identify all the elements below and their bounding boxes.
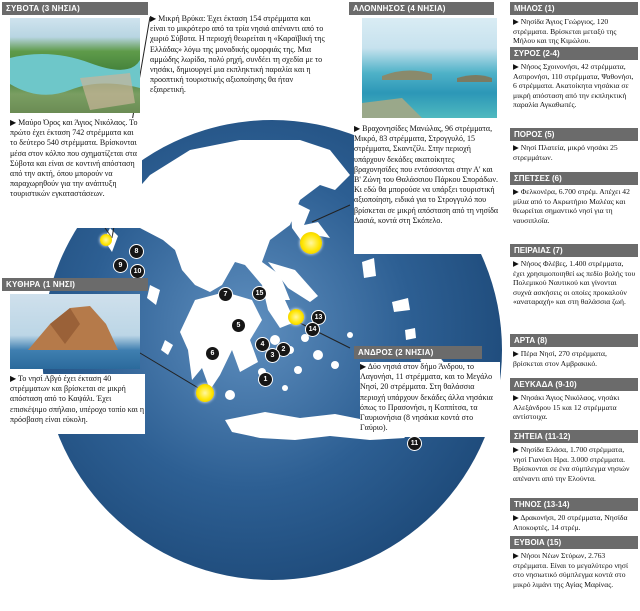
marker-8: 8 <box>129 244 144 259</box>
sidebar-text-tinos <box>513 513 637 532</box>
highlight-kythira <box>196 384 214 402</box>
sidebar-paragraph: ▶ Νησίδα Άγιος Γεώργιος, 120 στρέμματα. Βρίσκεται μεταξύ της Μήλου και της Κιμώλου. <box>513 17 617 46</box>
sidebar-text-milos <box>513 17 637 46</box>
sidebar-header-syros: ΣΥΡΟΣ (2-4) <box>510 47 638 60</box>
peloponnese <box>180 292 262 390</box>
sidebar-paragraph: ▶ Νήσος Σχοινονήσι, 42 στρέμματα, Ασπρονήσι, 110 στρέμματα, Ψαθονήσι, 6 στρέμματα. Ακατοίκητα νησάκια σε μικρή απόσταση από την εκπληκτική παραλία Αγκαθωπές. <box>513 62 634 110</box>
andros-paragraph: ▶ Δύο νησιά στον δήμο Άνδρου, το Λαγονήσι, 11 στρέμματα, και το Μεγάλο Νησί, 20 στρέμματα. Στη θαλάσσια περιοχή υπάρχουν δεκάδες άλλα νησάκια όπως το Πρασονήσι, η Κοππίτσα, τα Γαυριονήσια (8 νησάκια κοντά στο Γαύριο). <box>360 362 493 433</box>
marker-7: 7 <box>218 287 233 302</box>
sidebar-paragraph: ▶ Νησίδα Ελάσα, 1.700 στρέμματα, νησί Γιανύσι Ηρα. 3.000 στρέμματα. Βρίσκονται σε ένα σύμπλεγμα νησιών απέναντι από την Ελούντα. <box>513 445 630 483</box>
marker-10: 10 <box>130 264 145 279</box>
mikri-vrika-text <box>150 14 325 114</box>
marker-5: 5 <box>231 318 246 333</box>
sidebar-paragraph: ▶ Φελκονέρα, 6.700 στρέμ. Απέχει 42 μίλια από το Ακρωτήριο Μαλέας και θεωρείται σημαντικό νησί για τη ναυσιπλοΐα. <box>513 187 630 225</box>
sidebar-header-arta: ΑΡΤΑ (8) <box>510 334 638 347</box>
kythira-header: ΚΥΘΗΡΑ (1 ΝΗΣΙ) <box>2 278 148 291</box>
marker-9: 9 <box>113 258 128 273</box>
marker-2: 2 <box>276 342 291 357</box>
sidebar-text-poros <box>513 143 637 162</box>
alonnisos-photo <box>362 18 497 118</box>
sidebar-paragraph: ▶ Πέρα Νησί, 270 στρέμματα, βρίσκεται στον Αμβρακικό. <box>513 349 607 368</box>
mikri-vrika-paragraph: ▶ Μικρή Βρύκα: Έχει έκταση 154 στρέμματα και είναι το μικρότερο από τα τρία νησιά απέναντι από το χωριό Σύβοτα. Η περιοχή θεωρείται η «Καραϊβική της Ελλάδας» λόγω της μοναδικής ομορφιάς της. Μια αμμώδης λωρίδα, πολύ ρηχή, συνδέει τη σχεδία με το νησάκι, δημιουργεί μια εκπληκτική παραλία και η προοπτική τουριστικής αξιοποίησης θα ήταν εξαιρετική. <box>150 14 325 95</box>
kythira-photo <box>10 294 140 369</box>
marker-6: 6 <box>205 346 220 361</box>
andros-text <box>360 362 500 437</box>
sidebar-header-siteia: ΣΗΤΕΙΑ (11-12) <box>510 430 638 443</box>
sidebar-header-tinos: ΤΗΝΟΣ (13-14) <box>510 498 638 511</box>
andros-header: ΑΝΔΡΟΣ (2 ΝΗΣΙΑ) <box>354 346 482 359</box>
sidebar-text-spetses <box>513 187 637 225</box>
sidebar-paragraph: ▶ Νησί Πλατεία, μικρό νησάκι 25 στρεμμάτων. <box>513 143 618 162</box>
kythira-text <box>10 374 145 434</box>
sidebar-text-peiraias <box>513 259 637 307</box>
highlight-andros <box>288 309 304 325</box>
sidebar-text-evia <box>513 551 637 589</box>
sidebar-paragraph: ▶ Νήσοι Νέων Στύρων, 2.763 στρέμματα. Είναι το μεγαλύτερο νησί στο νησιωτικό σύμπλεγμα κοντά στο μικρό λιμάνι της Αγίας Μαρίνας. <box>513 551 629 589</box>
alonnisos-header: ΑΛΟΝΝΗΣΟΣ (4 ΝΗΣΙΑ) <box>349 2 494 15</box>
marker-13: 13 <box>311 310 326 325</box>
sidebar-text-syros <box>513 62 637 110</box>
sidebar-paragraph: ▶ Νήσος Φλέβες, 1.400 στρέμματα, έχει χρησιμοποιηθεί ως πεδίο βολής του Πολεμικού Ναυτικού και γίνονται συχνά ασκήσεις οι οποίες προκαλούν «αναταραχή» και στη θαλάσσια ζωή. <box>513 259 636 307</box>
mainland-north <box>110 140 350 300</box>
sidebar-text-lefkada <box>513 393 637 422</box>
sidebar-header-evia: ΕΥΒΟΙΑ (15) <box>510 536 638 549</box>
alonnisos-paragraph: ▶ Βραχονησίδες Μανώλας, 96 στρέμματα, Μικρό, 83 στρέμματα, Στρογγυλό, 15 στρέμματα, Σκαντζίλι. Στην περιοχή υπάρχουν δεκάδες ακατοίκητες βραχονησίδες που εντάσσονται στην Α' και Β' Ζώνη του Θαλάσσιου Πάρκου Σποράδων. Κι εδώ θα μπορούσε να υπάρξει τουριστική αξιοποίηση, ειδικά για το Στρογγυλό που βρίσκεται σε μικρή απόσταση από τη νησίδα Δασιά, κοντά στη Σκόπελο. <box>354 124 499 225</box>
highlight-alonnisos <box>300 232 322 254</box>
sidebar-text-arta <box>513 349 637 368</box>
alonnisos-text <box>354 124 499 254</box>
syvota-paragraph: ▶ Μαύρο Όρος και Άγιος Νικόλαος. Το πρώτο έχει έκταση 742 στρέμματα και το δεύτερο 540 στρέμματα. Βρίσκονται μέσα στον κόλπο που σχηματίζεται στα Σύβοτα και είναι σε κοντινή απόσταση από την ακτή, όπου μπορούν να παραχωρηθούν για την ανάπτυξη τουριστικών εγκαταστάσεων. <box>10 118 138 199</box>
marker-11: 11 <box>407 436 422 451</box>
syvota-text <box>10 118 142 228</box>
syvota-photo <box>10 18 140 113</box>
sidebar-header-poros: ΠΟΡΟΣ (5) <box>510 128 638 141</box>
kythira-paragraph: ▶ Το νησί Αβγό έχει έκταση 40 στρέμματων και βρίσκεται σε μικρή απόσταση από το Καψάλι. Έχει επισκέψιμο σπήλαιο, υπέροχο τοπίο και η πρόσβαση είναι εύκολη. <box>10 374 145 424</box>
sidebar-header-milos: ΜΗΛΟΣ (1) <box>510 2 638 15</box>
sidebar-text-siteia <box>513 445 637 483</box>
highlight-syvota <box>100 234 112 246</box>
syvota-header: ΣΥΒΟΤΑ (3 ΝΗΣΙΑ) <box>2 2 148 15</box>
marker-1: 1 <box>258 372 273 387</box>
sidebar-header-peiraias: ΠΕΙΡΑΙΑΣ (7) <box>510 244 638 257</box>
sidebar-header-spetses: ΣΠΕΤΣΕΣ (6) <box>510 172 638 185</box>
marker-15: 15 <box>252 286 267 301</box>
sidebar-paragraph: ▶ Νησάκι Άγιος Νικόλαος, νησάκι Αλεξάνδρου 15 και 12 στρέμματα αντίστοιχα. <box>513 393 620 422</box>
marker-3: 3 <box>265 348 280 363</box>
marker-4: 4 <box>255 337 270 352</box>
sidebar-header-lefkada: ΛΕΥΚΑΔΑ (9-10) <box>510 378 638 391</box>
sidebar-paragraph: ▶ Δρακονήσι, 20 στρέμματα, Νησίδα Αποκοφτές, 14 στρέμ. <box>513 513 628 532</box>
marker-14: 14 <box>305 322 320 337</box>
